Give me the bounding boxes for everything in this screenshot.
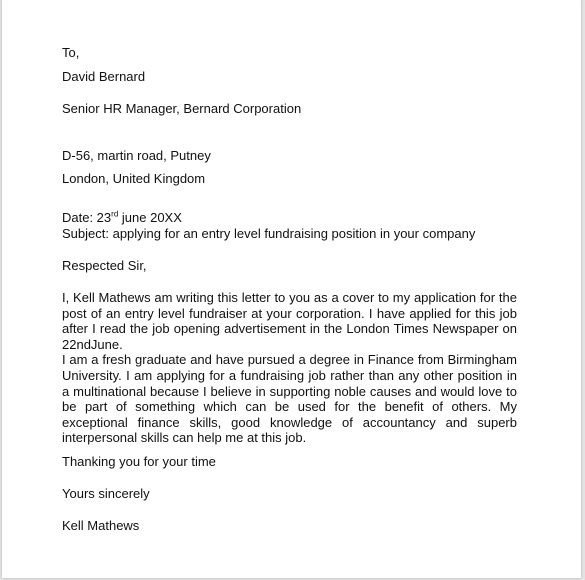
thanks-line: Thanking you for your time bbox=[62, 454, 216, 469]
greeting: Respected Sir, bbox=[62, 258, 147, 273]
to-label: To, bbox=[62, 45, 80, 60]
letter-date bbox=[62, 210, 182, 225]
document-page bbox=[2, 0, 581, 578]
address-line-2: London, United Kingdom bbox=[62, 171, 206, 186]
date-suffix: june 20XX bbox=[118, 210, 182, 225]
date-superscript: rd bbox=[111, 209, 119, 219]
closing-line: Yours sincerely bbox=[62, 486, 150, 501]
letter-subject: Subject: applying for an entry level fundraising position in your company bbox=[62, 226, 476, 241]
body-paragraph-1: I, Kell Mathews am writing this letter to you as a cover to my application for the post of an entry level fundraiser at your corporation. I have applied for this job after I read the job opening advertisement in the London Times Newspaper on 22ndJune. bbox=[62, 290, 517, 352]
signature-name: Kell Mathews bbox=[62, 518, 140, 533]
date-prefix: Date: 23 bbox=[62, 210, 112, 225]
address-line-1: D-56, martin road, Putney bbox=[62, 148, 211, 163]
letter-body bbox=[62, 290, 517, 446]
recipient-name: David Bernard bbox=[62, 69, 146, 84]
body-paragraph-2: I am a fresh graduate and have pursued a degree in Finance from Birmingham University. I am applying for a fundraising job rather than any other position in a multinational because I believe in supporting noble causes and would love to be part of something which can be used for the benefit of others. My exceptional finance skills, good knowledge of accountancy and superb interpersonal skills can help me at this job. bbox=[62, 352, 517, 446]
recipient-title: Senior HR Manager, Bernard Corporation bbox=[62, 101, 302, 116]
